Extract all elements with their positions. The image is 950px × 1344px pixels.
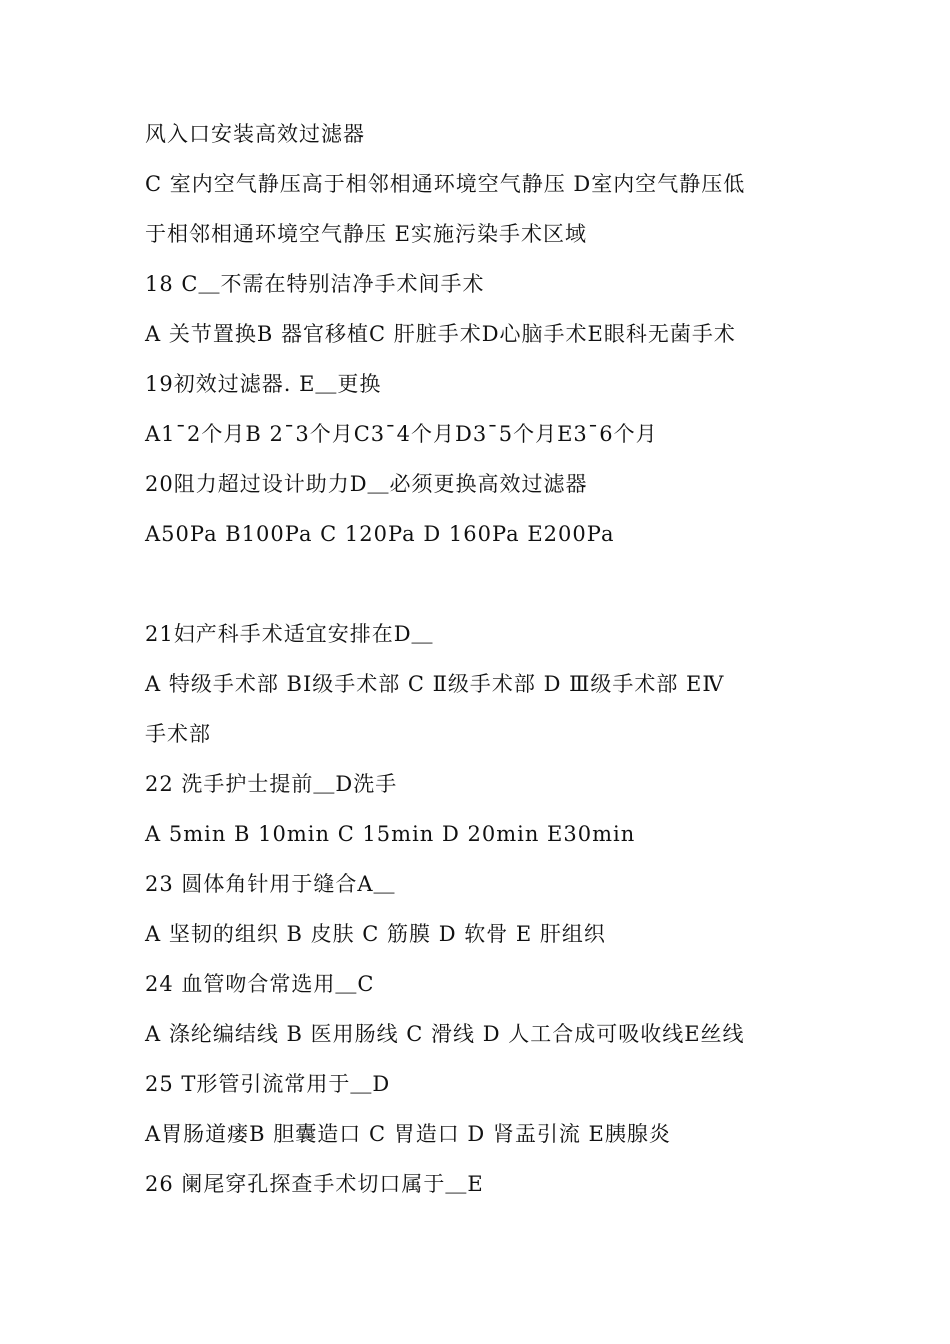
blank-line (145, 564, 825, 614)
options-24: A 涤纶编结线 B 医用肠线 C 滑线 D 人工合成可吸收线E丝线 (145, 1022, 745, 1046)
question-25: 25 T形管引流常用于＿D (145, 1072, 391, 1096)
question-22: 22 洗手护士提前＿D洗手 (145, 772, 398, 796)
options-23: A 坚韧的组织 B 皮肤 C 筋膜 D 软骨 E 肝组织 (145, 922, 606, 946)
options-20: A50Pa B100Pa C 120Pa D 160Pa E200Pa (145, 522, 615, 546)
question-18: 18 C＿不需在特别洁净手术间手术 (145, 272, 485, 296)
document-body (145, 114, 825, 1214)
question-24: 24 血管吻合常选用＿C (145, 972, 375, 996)
options-22: A 5min B 10min C 15min D 20min E30min (145, 822, 636, 846)
options-21-continued: 手术部 (145, 722, 211, 746)
text-line: C 室内空气静压高于相邻相通环境空气静压 D室内空气静压低 (145, 172, 746, 196)
question-20: 20阻力超过设计助力D＿必须更换高效过滤器 (145, 472, 588, 496)
text-line: 风入口安装高效过滤器 (145, 122, 365, 146)
question-23: 23 圆体角针用于缝合A＿ (145, 872, 396, 896)
question-21: 21妇产科手术适宜安排在D＿ (145, 622, 434, 646)
options-21: A 特级手术部 BI级手术部 C Ⅱ级手术部 D Ⅲ级手术部 EⅣ (145, 672, 725, 696)
text-line: 于相邻相通环境空气静压 E实施污染手术区域 (145, 222, 588, 246)
question-26: 26 阑尾穿孔探查手术切口属于＿E (145, 1172, 484, 1196)
options-18: A 关节置换B 器官移植C 肝脏手术D心脑手术E眼科无菌手术 (145, 322, 736, 346)
options-25: A胃肠道瘘B 胆囊造口 C 胃造口 D 肾盂引流 E胰腺炎 (145, 1122, 671, 1146)
question-19: 19初效过滤器. E＿更换 (145, 372, 382, 396)
options-19: A1¯2个月B 2¯3个月C3¯4个月D3¯5个月E3¯6个月 (145, 422, 658, 446)
